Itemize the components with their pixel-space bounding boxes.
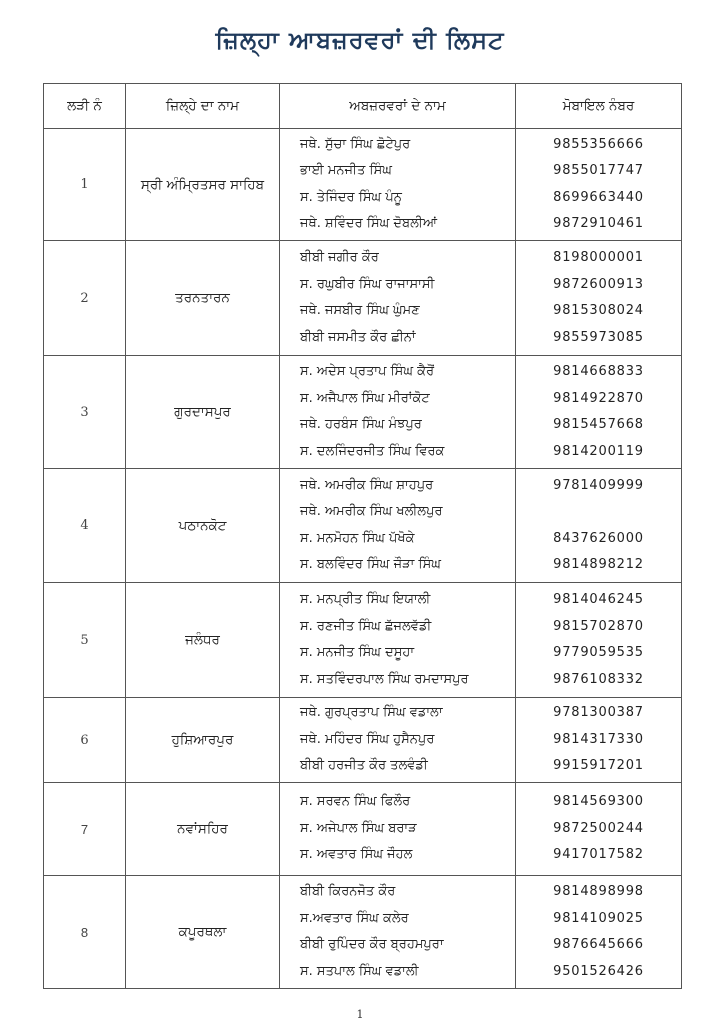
observer-name: ਜਥੇ. ਅਮਰੀਕ ਸਿੰਘ ਖਲੀਲਪੁਰ	[300, 504, 443, 519]
observer-name: ਸ. ਰਣਜੀਤ ਸਿੰਘ ਛੱਜਲਵੱਡੀ	[300, 618, 432, 634]
mobile-number: 9814046245	[553, 592, 644, 607]
mobile-numbers-cell	[516, 356, 682, 469]
serial-number-cell: 4	[44, 469, 126, 583]
mobile-number	[516, 499, 681, 526]
district-name-cell: ਕਪੂਰਥਲਾ	[126, 876, 280, 989]
observer-names-cell	[280, 783, 516, 876]
observer-name: ਬੀਬੀ ਜਗੀਰ ਕੌਰ	[300, 250, 379, 265]
mobile-number: 9872600913	[553, 276, 644, 292]
observer-name: ਸ. ਸਤਵਿੰਦਰਪਾਲ ਸਿੰਘ ਰਮਦਾਸਪੁਰ	[300, 671, 469, 687]
district-name-cell: ਨਵਾਂਸਹਿਰ	[126, 783, 280, 876]
observer-names-cell	[280, 129, 516, 241]
mobile-number: 9876108332	[553, 671, 644, 687]
serial-number-cell: 7	[44, 783, 126, 876]
mobile-number: 8198000001	[553, 250, 644, 265]
observer-name: ਜਥੇ. ਮਹਿੰਦਰ ਸਿੰਘ ਹੁਸੈਨਪੁਰ	[300, 731, 435, 747]
mobile-number: 9815308024	[553, 303, 644, 318]
mobile-number: 9814898212	[553, 557, 644, 572]
observer-name: ਸ. ਅਜੇਪਾਲ ਸਿੰਘ ਬਰਾੜ	[300, 820, 417, 836]
serial-number-cell: 6	[44, 698, 126, 783]
observer-names-cell	[280, 469, 516, 583]
mobile-number: 9814317330	[553, 731, 644, 747]
mobile-number: 9814668833	[553, 364, 644, 379]
observer-names-cell	[280, 241, 516, 356]
observer-name: ਭਾਈ ਮਨਜੀਤ ਸਿੰਘ	[300, 163, 392, 178]
observer-name: ਸ. ਸਤਪਾਲ ਸਿੰਘ ਵਡਾਲੀ	[300, 963, 419, 979]
mobile-numbers-cell	[516, 876, 682, 989]
observer-name: ਜਥੇ. ਸੁੱਚਾ ਸਿੰਘ ਛੋਟੇਪੁਰ	[300, 136, 411, 152]
district-name-cell: ਤਰਨਤਾਰਨ	[126, 241, 280, 356]
observer-name: ਜਥੇ. ਹਰਬੰਸ ਸਿੰਘ ਮੰਝਪੁਰ	[300, 417, 422, 432]
mobile-number: 9855356666	[553, 136, 644, 152]
district-name-cell: ਜਲੰਧਰ	[126, 583, 280, 698]
observer-name: ਸ. ਅਦੇਸ ਪ੍ਰਤਾਪ ਸਿੰਘ ਕੈਰੋਂ	[300, 364, 435, 379]
observer-name: ਬੀਬੀ ਜਸਮੀਤ ਕੌਰ ਛੀਨਾਂ	[300, 329, 416, 345]
header-observer-names: ਅਬਜ਼ਰਵਰਾਂ ਦੇ ਨਾਮ	[280, 84, 516, 129]
observer-names-cell	[280, 356, 516, 469]
observer-name: ਬੀਬੀ ਰੁਪਿੰਦਰ ਕੌਰ ਬ੍ਰਹਮਪੁਰਾ	[300, 937, 444, 952]
mobile-number: 9915917201	[553, 758, 644, 774]
district-name-cell: ਗੁਰਦਾਸਪੁਰ	[126, 356, 280, 469]
mobile-number: 9781409999	[553, 477, 644, 493]
mobile-number: 9814569300	[553, 794, 644, 810]
observer-name: ਜਥੇ. ਗੁਰਪ੍ਰਤਾਪ ਸਿੰਘ ਵਡਾਲਾ	[300, 705, 443, 721]
mobile-number: 9872910461	[553, 216, 644, 231]
mobile-number: 9814898998	[553, 884, 644, 899]
district-name-cell: ਸ੍ਰੀ ਅੰਮ੍ਰਿਤਸਰ ਸਾਹਿਬ	[126, 129, 280, 241]
header-district-name: ਜ਼ਿਲ੍ਹੇ ਦਾ ਨਾਮ	[126, 84, 280, 129]
observer-name: ਸ. ਰਘੁਬੀਰ ਸਿੰਘ ਰਾਜਾਸਾਸੀ	[300, 276, 435, 292]
mobile-numbers-cell	[516, 583, 682, 698]
observer-name: ਸ. ਤੇਜਿੰਦਰ ਸਿੰਘ ਪੰਨੂ	[300, 189, 402, 205]
mobile-number: 9815457668	[553, 417, 644, 432]
observer-name: ਸ.ਅਵਤਾਰ ਸਿੰਘ ਕਲੇਰ	[300, 910, 409, 926]
mobile-number: 9779059535	[553, 645, 644, 660]
mobile-number: 9855017747	[553, 163, 644, 178]
table-row	[44, 129, 682, 241]
serial-number-cell: 3	[44, 356, 126, 469]
observer-names-cell	[280, 698, 516, 783]
mobile-numbers-cell	[516, 783, 682, 876]
observer-name: ਸ. ਅਜੈਪਾਲ ਸਿੰਘ ਮੀਰਾਂਕੋਟ	[300, 390, 430, 406]
observer-name: ਸ. ਸਰਵਨ ਸਿੰਘ ਫਿਲੌਰ	[300, 794, 411, 810]
table-body	[44, 129, 682, 989]
mobile-number: 9855973085	[553, 329, 644, 345]
mobile-number: 9814200119	[553, 443, 644, 459]
mobile-number: 9872500244	[553, 820, 644, 836]
table-header-row	[44, 84, 682, 129]
table-row	[44, 698, 682, 783]
observer-name: ਬੀਬੀ ਹਰਜੀਤ ਕੌਰ ਤਲਵੰਡੀ	[300, 758, 428, 774]
mobile-number: 9417017582	[553, 847, 644, 863]
table-row	[44, 356, 682, 469]
observer-name: ਜਥੇ. ਅਮਰੀਕ ਸਿੰਘ ਸ਼ਾਹਪੁਰ	[300, 477, 434, 493]
mobile-number: 9501526426	[553, 963, 644, 979]
table-row	[44, 583, 682, 698]
serial-number-cell: 1	[44, 129, 126, 241]
serial-number-cell: 5	[44, 583, 126, 698]
mobile-number: 9815702870	[553, 618, 644, 634]
table-row	[44, 469, 682, 583]
observer-names-cell	[280, 583, 516, 698]
mobile-numbers-cell	[516, 698, 682, 783]
observer-name: ਸ. ਦਲਜਿੰਦਰਜੀਤ ਸਿੰਘ ਵਿਰਕ	[300, 443, 445, 459]
district-name-cell: ਪਠਾਨਕੋਟ	[126, 469, 280, 583]
observer-name: ਸ. ਮਨਪ੍ਰੀਤ ਸਿੰਘ ਇਯਾਲੀ	[300, 592, 431, 607]
observer-name: ਸ. ਮਨਮੋਹਨ ਸਿੰਘ ਪੱਖੋਕੇ	[300, 530, 415, 546]
serial-number-cell: 2	[44, 241, 126, 356]
header-serial-no: ਲੜੀ ਨੰ	[44, 84, 126, 129]
table-row	[44, 783, 682, 876]
observers-table	[43, 83, 682, 989]
mobile-number: 9814109025	[553, 910, 644, 926]
observer-name: ਸ. ਬਲਵਿੰਦਰ ਸਿੰਘ ਜੌੜਾ ਸਿੰਘ	[300, 557, 441, 572]
observer-name: ਜਥੇ. ਸ਼ਵਿੰਦਰ ਸਿੰਘ ਦੋਬਲੀਆਂ	[300, 216, 438, 231]
mobile-numbers-cell	[516, 469, 682, 583]
mobile-number: 8437626000	[553, 530, 644, 546]
mobile-number: 9814922870	[553, 390, 644, 406]
mobile-number: 8699663440	[553, 189, 644, 205]
table-row	[44, 876, 682, 989]
district-name-cell: ਹੁਸ਼ਿਆਰਪੁਰ	[126, 698, 280, 783]
mobile-numbers-cell	[516, 129, 682, 241]
observer-name: ਬੀਬੀ ਕਿਰਨਜੋਤ ਕੌਰ	[300, 884, 396, 899]
table-row	[44, 241, 682, 356]
observer-name: ਜਥੇ. ਜਸਬੀਰ ਸਿੰਘ ਘੁੰਮਣ	[300, 303, 420, 318]
observer-names-cell	[280, 876, 516, 989]
mobile-number: 9876645666	[553, 937, 644, 952]
mobile-number: 9781300387	[553, 705, 644, 721]
serial-number-cell: 8	[44, 876, 126, 989]
page-title: ਜ਼ਿਲ੍ਹਾ ਆਬਜ਼ਰਵਰਾਂ ਦੀ ਲਿਸਟ	[215, 26, 505, 54]
observer-name: ਸ. ਅਵਤਾਰ ਸਿੰਘ ਜੌਹਲ	[300, 847, 413, 863]
observer-name: ਸ. ਮਨਜੀਤ ਸਿੰਘ ਦਸੂਹਾ	[300, 645, 415, 660]
header-mobile-number: ਮੋਬਾਇਲ ਨੰਬਰ	[516, 84, 682, 129]
mobile-numbers-cell	[516, 241, 682, 356]
page-number: 1	[356, 1008, 364, 1021]
